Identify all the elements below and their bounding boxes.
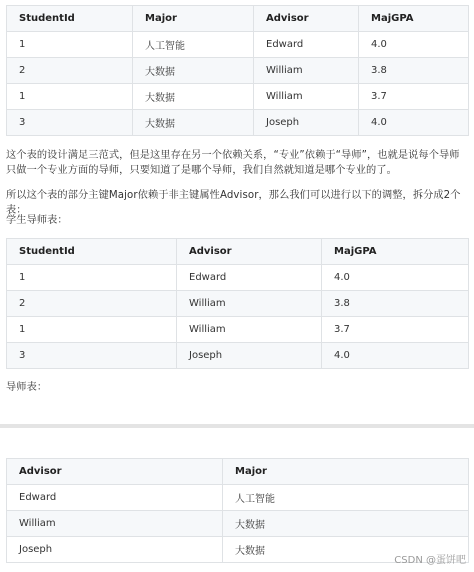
- table-cell: 人工智能: [223, 485, 469, 511]
- table-cell: 4.0: [322, 265, 469, 291]
- table-row: [7, 32, 469, 58]
- section-divider: [0, 424, 474, 428]
- column-header: Advisor: [7, 459, 223, 485]
- table-row: [7, 265, 469, 291]
- column-header: Advisor: [177, 239, 322, 265]
- table-cell: Edward: [7, 485, 223, 511]
- table-cell: 3.8: [322, 291, 469, 317]
- table-cell: 大数据: [133, 110, 254, 136]
- table-cell: 大数据: [133, 84, 254, 110]
- column-header: StudentId: [7, 6, 133, 32]
- column-header: Major: [223, 459, 469, 485]
- table-cell: William: [254, 84, 359, 110]
- column-header: MajGPA: [359, 6, 469, 32]
- table-cell: William: [7, 511, 223, 537]
- table-cell: 4.0: [359, 110, 469, 136]
- table-cell: 3.7: [359, 84, 469, 110]
- table-cell: Joseph: [254, 110, 359, 136]
- table-cell: 1: [7, 84, 133, 110]
- table-header-row: [7, 6, 469, 32]
- table-cell: 3: [7, 343, 177, 369]
- column-header: Major: [133, 6, 254, 32]
- table-header-row: [7, 459, 469, 485]
- table-cell: Joseph: [177, 343, 322, 369]
- table-row: [7, 291, 469, 317]
- table-row: [7, 110, 469, 136]
- table-student-major-advisor: [6, 5, 469, 136]
- table-cell: Joseph: [7, 537, 223, 563]
- table-cell: 大数据: [223, 511, 469, 537]
- table-row: [7, 84, 469, 110]
- table-cell: 4.0: [359, 32, 469, 58]
- table-cell: 3.7: [322, 317, 469, 343]
- table-cell: 1: [7, 32, 133, 58]
- paragraph-dependency-explanation: 这个表的设计满足三范式，但是这里存在另一个依赖关系，“专业”依赖于“导师”，也就是说每个导师只做一个专业方面的导师，只要知道了是哪个导师，我们自然就知道是哪个专业的了。: [6, 150, 460, 176]
- table-header-row: [7, 239, 469, 265]
- table-advisor-major: [6, 458, 469, 563]
- column-header: MajGPA: [322, 239, 469, 265]
- table-cell: 3: [7, 110, 133, 136]
- table-student-advisor: [6, 238, 469, 369]
- label-advisor-table: 导师表：: [6, 382, 48, 393]
- table-cell: William: [254, 58, 359, 84]
- table-cell: 人工智能: [133, 32, 254, 58]
- table-row: [7, 317, 469, 343]
- table-cell: 2: [7, 58, 133, 84]
- table-cell: 3.8: [359, 58, 469, 84]
- label-student-advisor-table: 学生导师表：: [6, 215, 68, 226]
- table-cell: Edward: [254, 32, 359, 58]
- table-cell: 1: [7, 265, 177, 291]
- table-cell: 4.0: [322, 343, 469, 369]
- watermark: CSDN @蛋饼吧: [394, 555, 466, 566]
- column-header: StudentId: [7, 239, 177, 265]
- table-row: [7, 485, 469, 511]
- column-header: Advisor: [254, 6, 359, 32]
- table-cell: 大数据: [133, 58, 254, 84]
- table-cell: 大数据: [223, 537, 469, 563]
- table-cell: William: [177, 317, 322, 343]
- table-row: [7, 58, 469, 84]
- table-cell: William: [177, 291, 322, 317]
- table-row: [7, 511, 469, 537]
- table-row: [7, 343, 469, 369]
- table-cell: 1: [7, 317, 177, 343]
- paragraph-split-explanation: 所以这个表的部分主键Major依赖于非主键属性Advisor，那么我们可以进行以下的调整，拆分成2个表：: [6, 190, 461, 216]
- table-cell: Edward: [177, 265, 322, 291]
- table-cell: 2: [7, 291, 177, 317]
